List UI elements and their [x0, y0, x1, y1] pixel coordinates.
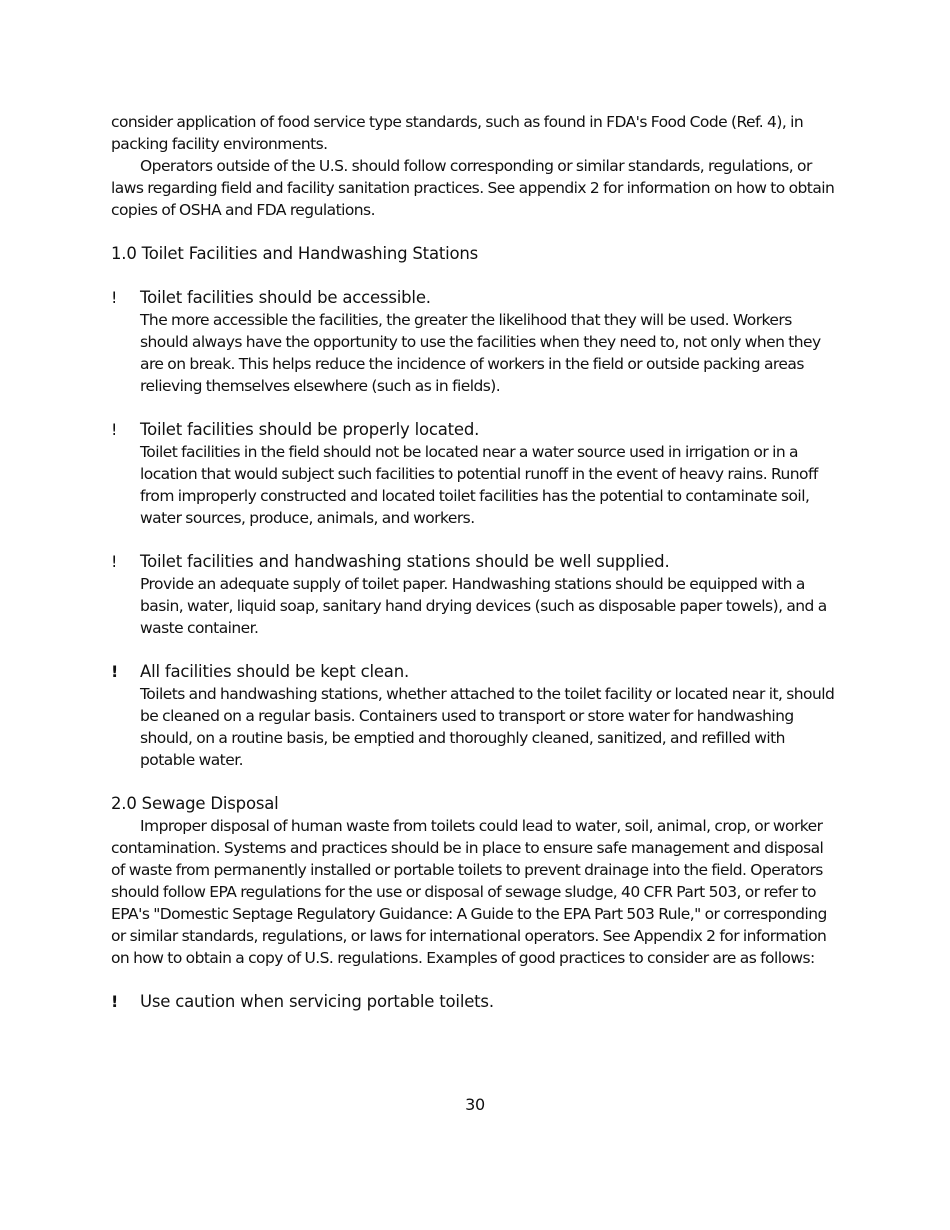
section-heading-sewage-disposal: 2.0 Sewage Disposal [111, 794, 279, 813]
page-number: 30 [465, 1095, 485, 1114]
bullet-text: The more accessible the facilities, the greater the likelihood that they will be used. Workers should always have the opportunity to use the facilities when they need to, not only when they are on break. This helps reduce the incidence of workers in the field or outside packing areas relieving themselves elsewhere (such as in fields). [140, 311, 821, 395]
bullet-text: Provide an adequate supply of toilet paper. Handwashing stations should be equipped with a basin, water, liquid soap, sanitary hand drying devices (such as disposable paper towels), and a waste container. [140, 575, 827, 637]
bullet-title: Toilet facilities and handwashing stations should be well supplied. [140, 552, 670, 571]
bullet-title: All facilities should be kept clean. [140, 662, 409, 681]
section-heading-toilet-facilities: 1.0 Toilet Facilities and Handwashing Stations [111, 244, 479, 263]
bullet-item-clean [111, 661, 841, 771]
bullet-item-portable-toilets [111, 991, 841, 1013]
bullet-marker: ! [111, 420, 117, 439]
bullet-title: Toilet facilities should be properly located. [140, 420, 480, 439]
bullet-title: Use caution when servicing portable toilets. [140, 992, 494, 1011]
bullet-marker: ! [111, 552, 117, 571]
bullet-marker: ! [111, 288, 117, 307]
bullet-title: Toilet facilities should be accessible. [140, 288, 431, 307]
bullet-item-accessible [111, 287, 841, 397]
bullet-marker: ! [111, 992, 118, 1011]
sewage-paragraph: Improper disposal of human waste from toilets could lead to water, soil, animal, crop, or worker contamination. Systems and practices should be in place to ensure safe management and disposal of waste from permanently installed or portable toilets to prevent drainage into the field. Operators should follow EPA regulations for the use or disposal of sewage sludge, 40 CFR Part 503, or refer to EPA's "Domestic Septage Regulatory Guidance: A Guide to the EPA Part 503 Rule," or corresponding or similar standards, regulations, or laws for international operators. See Appendix 2 for information on how to obtain a copy of U.S. regulations. Examples of good practices to consider are as follows: [111, 817, 827, 967]
document-page [111, 111, 841, 1013]
intro-paragraph-operators: Operators outside of the U.S. should follow corresponding or similar standards, regulations, or laws regarding field and facility sanitation practices. See appendix 2 for information on how to obtain copies of OSHA and FDA regulations. [111, 157, 835, 219]
bullet-item-located [111, 419, 841, 529]
intro-paragraph-continued: consider application of food service type standards, such as found in FDA's Food Code (Ref. 4), in packing facility environments. [111, 113, 804, 153]
bullet-item-supplied [111, 551, 841, 639]
bullet-marker: ! [111, 662, 118, 681]
bullet-text: Toilet facilities in the field should not be located near a water source used in irrigation or in a location that would subject such facilities to potential runoff in the event of heavy rains. Runoff from improperly constructed and located toilet facilities has the potential to contaminate soil, water sources, produce, animals, and workers. [140, 443, 818, 527]
bullet-text: Toilets and handwashing stations, whether attached to the toilet facility or located near it, should be cleaned on a regular basis. Containers used to transport or store water for handwashing should, on a routine basis, be emptied and thoroughly cleaned, sanitized, and refilled with potable water. [140, 685, 835, 769]
